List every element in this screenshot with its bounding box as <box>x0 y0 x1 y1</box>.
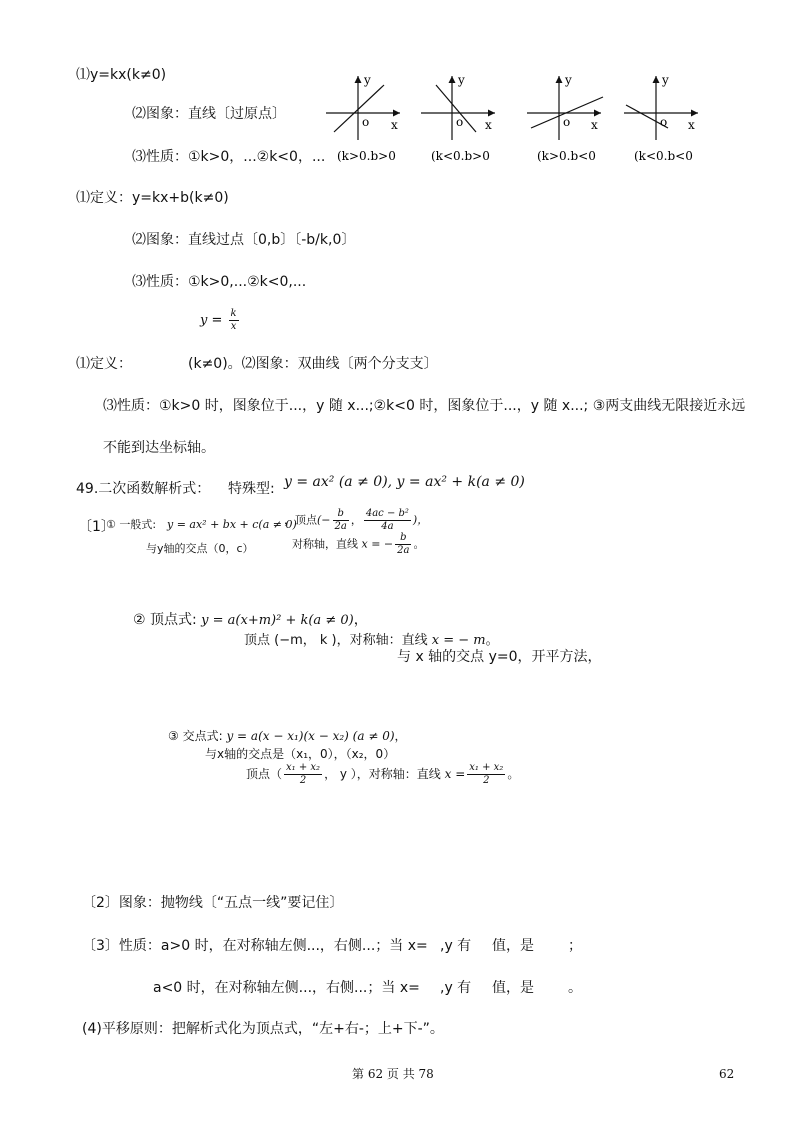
proportional-property: ⑶性质：①k>0，...②k<0，... <box>132 149 326 165</box>
inverse-property: ⑶性质：①k>0 时，图象位于...，y 随 x...;②k<0 时，图象位于...，y 随 x...; ③两支曲线无限接近永远 <box>103 398 746 414</box>
inverse-definition: ⑴定义： <box>76 356 132 372</box>
linear-property: ⑶性质：①k>0,...②k<0,... <box>132 274 307 290</box>
vertex-frac-x-num: b <box>333 508 349 521</box>
item2-image: 〔2〕图象：抛物线〔“五点一线”要记住〕 <box>82 895 344 911</box>
intercept-form <box>168 727 407 745</box>
graph4-x: x <box>688 118 695 132</box>
vertex-form-axis-end: 。 <box>485 633 499 648</box>
item3-a-text: 〔3〕性质：a>0 时，在对称轴左侧...，右侧...；当 x= <box>82 938 428 954</box>
intercept-form-label: ③ 交点式: <box>168 729 223 743</box>
graph2-label: (k<0.b>0 <box>431 149 490 163</box>
intercept-axis-frac <box>467 762 505 787</box>
linear-image: ⑵图象：直线过点〔0,b〕〔-b/k,0〕 <box>132 232 356 248</box>
intercept-vertex-tail: ， y ），对称轴：直线 <box>324 767 441 781</box>
footer-page-info: 第 62 页 共 78 <box>352 1067 434 1081</box>
vertex-form <box>133 611 368 630</box>
graph-k-pos-b-pos <box>326 73 400 163</box>
general-axis <box>292 532 424 557</box>
intercept-axis-lead: x = <box>444 767 466 781</box>
graph-k-pos-b-neg <box>527 73 603 163</box>
vertex-frac-y <box>364 508 411 533</box>
graph3-x: x <box>591 118 598 132</box>
graph3-o: o <box>563 115 571 129</box>
inverse-formula <box>200 308 241 333</box>
vertex-frac-y-den: 4a <box>381 521 394 532</box>
intercept-axis-frac-den: 2 <box>483 775 490 786</box>
inverse-definition-tail: (k≠0)。⑵图象：双曲线〔两个分支支〕 <box>188 356 438 372</box>
item3-a-mid: ,y 有 <box>440 938 472 954</box>
linear-graphs <box>0 0 793 175</box>
inverse-property-cont: 不能到达坐标轴。 <box>103 440 215 456</box>
inverse-formula-y: y <box>200 313 208 328</box>
graph4-label: (k<0.b<0 <box>634 149 693 163</box>
graph2-x: x <box>485 118 492 132</box>
general-vertex <box>284 508 428 533</box>
graph1-o: o <box>362 115 370 129</box>
general-axis-label: 对称轴，直线 <box>292 537 358 551</box>
intercept-form-formula: y = a(x − x₁)(x − x₂) (a ≠ 0) <box>226 729 395 743</box>
general-form-formula: y = ax² + bx + c(a ≠ 0) <box>167 518 297 531</box>
special-formula: y = ax² (a ≠ 0), y = ax² + k(a ≠ 0) <box>284 474 525 490</box>
vertex-form-axis: x = − m <box>431 633 486 648</box>
graph3-y: y <box>565 73 572 87</box>
intercept-form-x: 与x轴的交点是（x₁，0），（x₂，0） <box>205 747 396 761</box>
general-axis-end: 。 <box>413 537 425 551</box>
graph4-y: y <box>662 73 669 87</box>
item3-b-mid: ,y 有 <box>440 980 472 996</box>
inverse-fraction-num: k <box>230 308 237 319</box>
intercept-vertex-frac-num: x₁ + x₂ <box>286 762 321 773</box>
axis-fraction-den: 2a <box>397 545 410 556</box>
general-axis-lead: x = − <box>361 537 394 551</box>
intercept-axis-frac-num: x₁ + x₂ <box>469 762 504 773</box>
vertex-frac-x <box>333 508 349 533</box>
graph1-y: y <box>364 73 371 87</box>
intercept-axis-end: 。 <box>507 767 520 781</box>
special-label: 特殊型: <box>228 481 275 497</box>
vertex-frac-y-num: 4ac − b² <box>365 508 409 519</box>
graph-k-neg-b-pos <box>421 73 495 163</box>
y-intercept: 与y轴的交点（0，c） <box>146 542 254 555</box>
intercept-vertex-frac <box>284 762 322 787</box>
vertex-form-tail: ， <box>353 612 368 628</box>
footer-page-number: 62 <box>719 1067 735 1081</box>
item1-number: 〔1〕 <box>78 519 115 535</box>
quadratic-heading: 49.二次函数解析式： <box>76 481 211 497</box>
vertex-form-x-intercept: 与 x 轴的交点 y=0，开平方法， <box>397 649 602 665</box>
proportional-image: ⑵图象：直线〔过原点〕 <box>132 106 286 122</box>
axis-fraction <box>395 532 411 557</box>
graph1-x: x <box>391 118 398 132</box>
item3-a-end: ； <box>568 938 582 954</box>
item3-b-text: a<0 时，在对称轴左侧...，右侧...；当 x= <box>153 980 420 996</box>
graph1-label: (k>0.b>0 <box>337 149 396 163</box>
general-vertex-open: (− <box>317 513 331 527</box>
graph2-y: y <box>458 73 465 87</box>
inverse-fraction-den: x <box>230 321 237 332</box>
intercept-vertex-frac-den: 2 <box>299 775 307 786</box>
intercept-vertex-label: 顶点（ <box>246 767 283 781</box>
vertex-frac-x-den: 2a <box>334 521 347 532</box>
general-form-label: ① 一般式: <box>106 518 157 531</box>
item4-translation: (4)平移原则：把解析式化为顶点式，“左+右-；上+下-”。 <box>82 1021 444 1037</box>
linear-definition: ⑴定义：y=kx+b(k≠0) <box>76 190 229 206</box>
graph4-o: o <box>660 115 668 129</box>
vertex-form-formula: y = a(x+m)² + k(a ≠ 0) <box>201 613 354 628</box>
inverse-formula-eq: = <box>211 313 223 328</box>
general-vertex-close: )， <box>412 513 429 527</box>
graph2-o: o <box>456 115 464 129</box>
axis-fraction-num: b <box>395 532 411 545</box>
graph3-label: (k>0.b<0 <box>537 149 596 163</box>
vertex-form-point: 顶点 (−m， k )，对称轴：直线 <box>244 633 428 648</box>
general-vertex-comma: ， <box>350 513 362 527</box>
inverse-fraction <box>229 308 239 333</box>
item3-a-val: 值，是 <box>492 938 534 954</box>
general-vertex-label: ，顶点 <box>284 513 317 527</box>
intercept-form-tail: ， <box>394 729 407 743</box>
intercept-vertex-line <box>246 762 519 787</box>
graph-k-neg-b-neg <box>624 73 698 163</box>
item3-b-val: 值，是 <box>492 980 534 996</box>
proportional-definition: ⑴y=kx(k≠0) <box>76 67 167 83</box>
vertex-form-label: ② 顶点式: <box>133 612 197 628</box>
item3-b-end: 。 <box>568 980 582 996</box>
